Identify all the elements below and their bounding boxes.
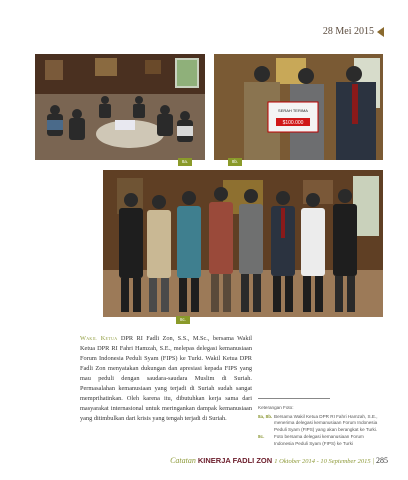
photo-meeting-room-illustration [35,54,205,160]
footer-period: 1 Oktober 2014 - 10 September 2015 [274,458,371,465]
caption-item [258,414,378,434]
photo-meeting-room [35,54,205,160]
article-body [80,334,252,424]
figure-badge-8c: 8c. [176,316,190,324]
banner-title: SERAH TERIMA [278,108,308,113]
banner-amount: $100.000 [282,120,304,126]
page-footer [170,456,388,465]
footer-separator: | [372,457,374,465]
footer-brand-bold: KINERJA FADLI ZON [197,456,273,465]
chevron-left-icon [377,27,384,37]
caption-title: Keterangan Foto: [258,405,294,410]
caption-divider [258,398,330,399]
photo-captions [258,398,378,449]
caption-label: 8a, 8b. [258,413,273,419]
page-date: 28 Mei 2015 [322,26,374,37]
figure-badge-8a: 8a. [178,158,192,166]
caption-text: Bersama Wakil Ketua DPR RI Fahri Hamzah, S.E., menerima delegasi kemanusiaan Forum Indonesia Peduli Syam (FIPS) yang akan berangkat ke Turki. [274,413,378,432]
figure-badge-8b: 8b. [228,158,242,166]
photo-group-illustration [103,170,383,317]
article-lead: Wakil Ketua [80,335,118,342]
article-text: DPR RI Fadli Zon, S.S., M.Sc., bersama Wakil Ketua DPR RI Fahri Hamzah, S.E., melepas delegasi kemanusiaan Forum Indonesia Peduli Syam (FIPS) ke Turki. Wakil Ketua DPR Fadli Zon menyatakan dukungan dan apresiasi kepada FIPS yang mau peduli dengan saudara-saudara Muslim di Suriah. Permasalahan kemanusiaan yang terjadi di Suriah sudah sangat memprihatinkan. Oleh karena itu, dibutuhkan kerja sama dari masyarakat internasional untuk meringankan dampak kemanusiaan yang ditimbulkan dari krisis yang tengah terjadi di Suriah. [80,335,252,422]
page-number: 285 [376,456,388,465]
footer-brand-italic: Catatan [170,456,196,465]
caption-label: 8c. [258,434,265,440]
photo-group [103,170,383,317]
photo-handover [214,54,383,160]
caption-text: Foto bersama delegasi kemanusiaan Forum Indonesia Peduli Syam (FIPS) ke Turki [274,434,364,446]
photo-handover-illustration [214,54,383,160]
caption-item [258,434,378,447]
